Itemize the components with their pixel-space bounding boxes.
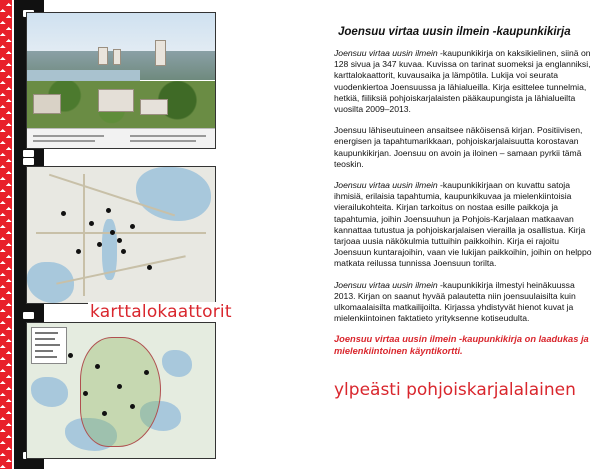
paragraph-2: Joensuu lähiseutuineen ansaitsee näköisensä kirjan. Positiivisen, energisen ja tapahtumarikkaan, pohjoiskarjalaisuutta korostavan kaupunkikirjan. Joensuu on avoin ja iloinen – samaan pyrkii tämä teoskin.: [334, 125, 583, 169]
paragraph-4: Joensuu virtaa uusin ilmein -kaupunkikirja ilmestyi heinäkuussa 2013. Kirjan on saanut hyvää palautetta niin joensuulaisilta kuin ulkomaalaisilta matkailijoilta. Kirjassa yhdistyvät hienot kuvat ja mielenkiintoinen faktatieto yrityksenne kotiseudulta.: [334, 279, 576, 324]
text-column: [334, 26, 592, 368]
red-zigzag-border: [0, 0, 12, 469]
map-locators-label: karttalokaattorit: [90, 302, 232, 322]
city-photo-page: [26, 12, 216, 149]
region-map-page: [26, 322, 216, 459]
paragraph-1: Joensuu virtaa uusin ilmein -kaupunkikirja on kaksikielinen, siinä on 128 sivua ja 347 kuvaa. Kuvissa on tarinat suomeksi ja englanniksi, karttalokaattorit, kuvausaika ja lämpötila. Lukija voi seurata vuodenkiertoa Joensuussa ja lähialueilla. Kirja esittelee tunnelmia, hetkiä, fiiliksiä pohjoiskarjalaisten pääkaupungista ja lähialueilta vuosilta 2009–2013.: [334, 48, 591, 115]
tagline: ylpeästi pohjoiskarjalalainen: [334, 380, 576, 400]
paragraph-3: Joensuu virtaa uusin ilmein -kaupunkikirjaan on kuvattu satoja ihmisiä, erilaisia tapahtumia, kaupunkikuvaa ja mielenkiintoisia vierailukohteita. Kirjan tarkoitus on nostaa esille paikkoja ja tapahtumia, joihin Joensuuhun ja Pohjois-Karjalaan matkaavan kannattaa tutustua ja pohjoiskarjalaisen vierailla ja osallistua. Kirja tarjoaa uusia näkökulmia tuttuihin paikkoihin. Kirja ei rajoitu Joensuun kuntarajoihin, vaan vie lukijan paikkoihin, joihin on helppo matkata reilussa tunnissa Joensuun torilta.: [334, 180, 592, 269]
closing-statement: Joensuu virtaa uusin ilmein -kaupunkikirja on laadukas ja mielenkiintoinen käyntikortti.: [334, 334, 589, 357]
city-map-page: [26, 166, 216, 304]
page-title: Joensuu virtaa uusin ilmein -kaupunkikirja: [338, 26, 571, 38]
